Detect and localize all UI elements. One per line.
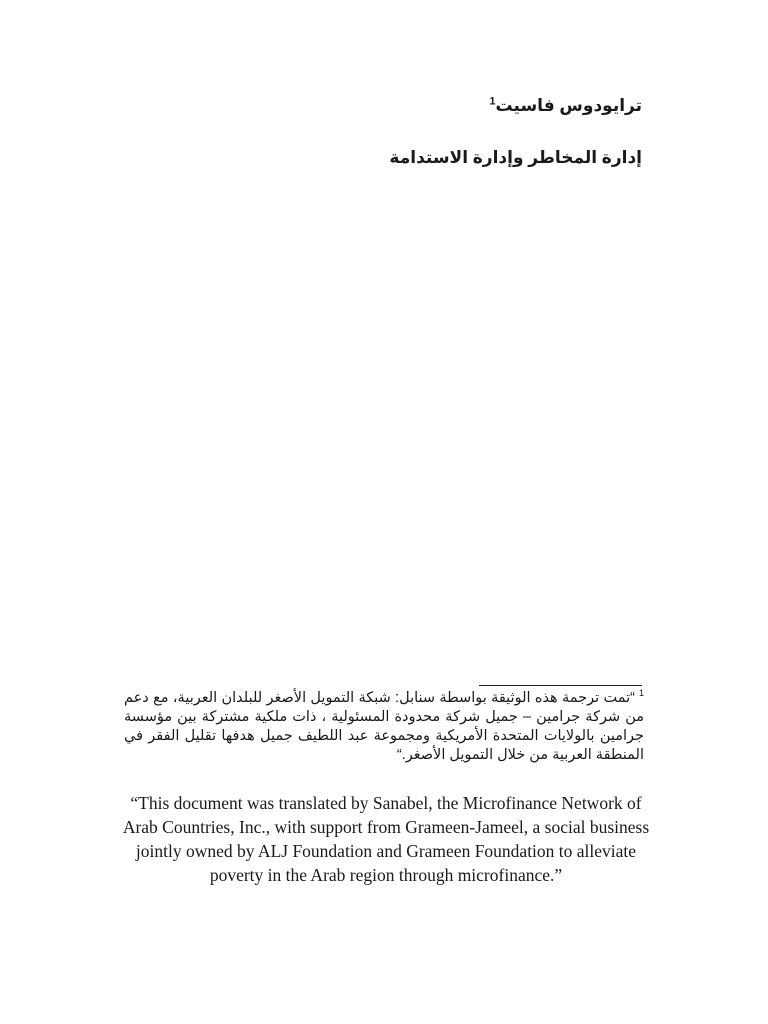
author-heading [489,96,642,116]
author-name: ترايودوس فاسيت [495,96,642,115]
footnote-english: “This document was translated by Sanabel, the Microfinance Network of Arab Countries, Inc., with support from Grameen-Jameel, a social business jointly owned by ALJ Foundation and Grameen Foundation to alleviate poverty in the Arab region through microfinance.” [122,793,650,885]
chapter-title: إدارة المخاطر وإدارة الاستدامة [389,148,642,167]
footnote-arabic [124,689,644,765]
footnote-number: 1 [638,688,644,699]
footnote-arabic-text: “تمت ترجمة هذه الوثيقة بواسطة سنابل: شبكة التمويل الأصغر للبلدان العربية، مع دعم من شركة جرامين – جميل شركة محدودة المسئولية ، ذات ملكية مشتركة بين مؤسسة جرامين بالولايات المتحدة الأمريكية ومجموعة عبد اللطيف جميل هدفها تقليل الفقر في المنطقة العربية من خلال التمويل الأصغر.“ [124,690,644,763]
footnote-reference[interactable]: 1 [489,95,496,108]
footnote-separator [479,685,642,686]
